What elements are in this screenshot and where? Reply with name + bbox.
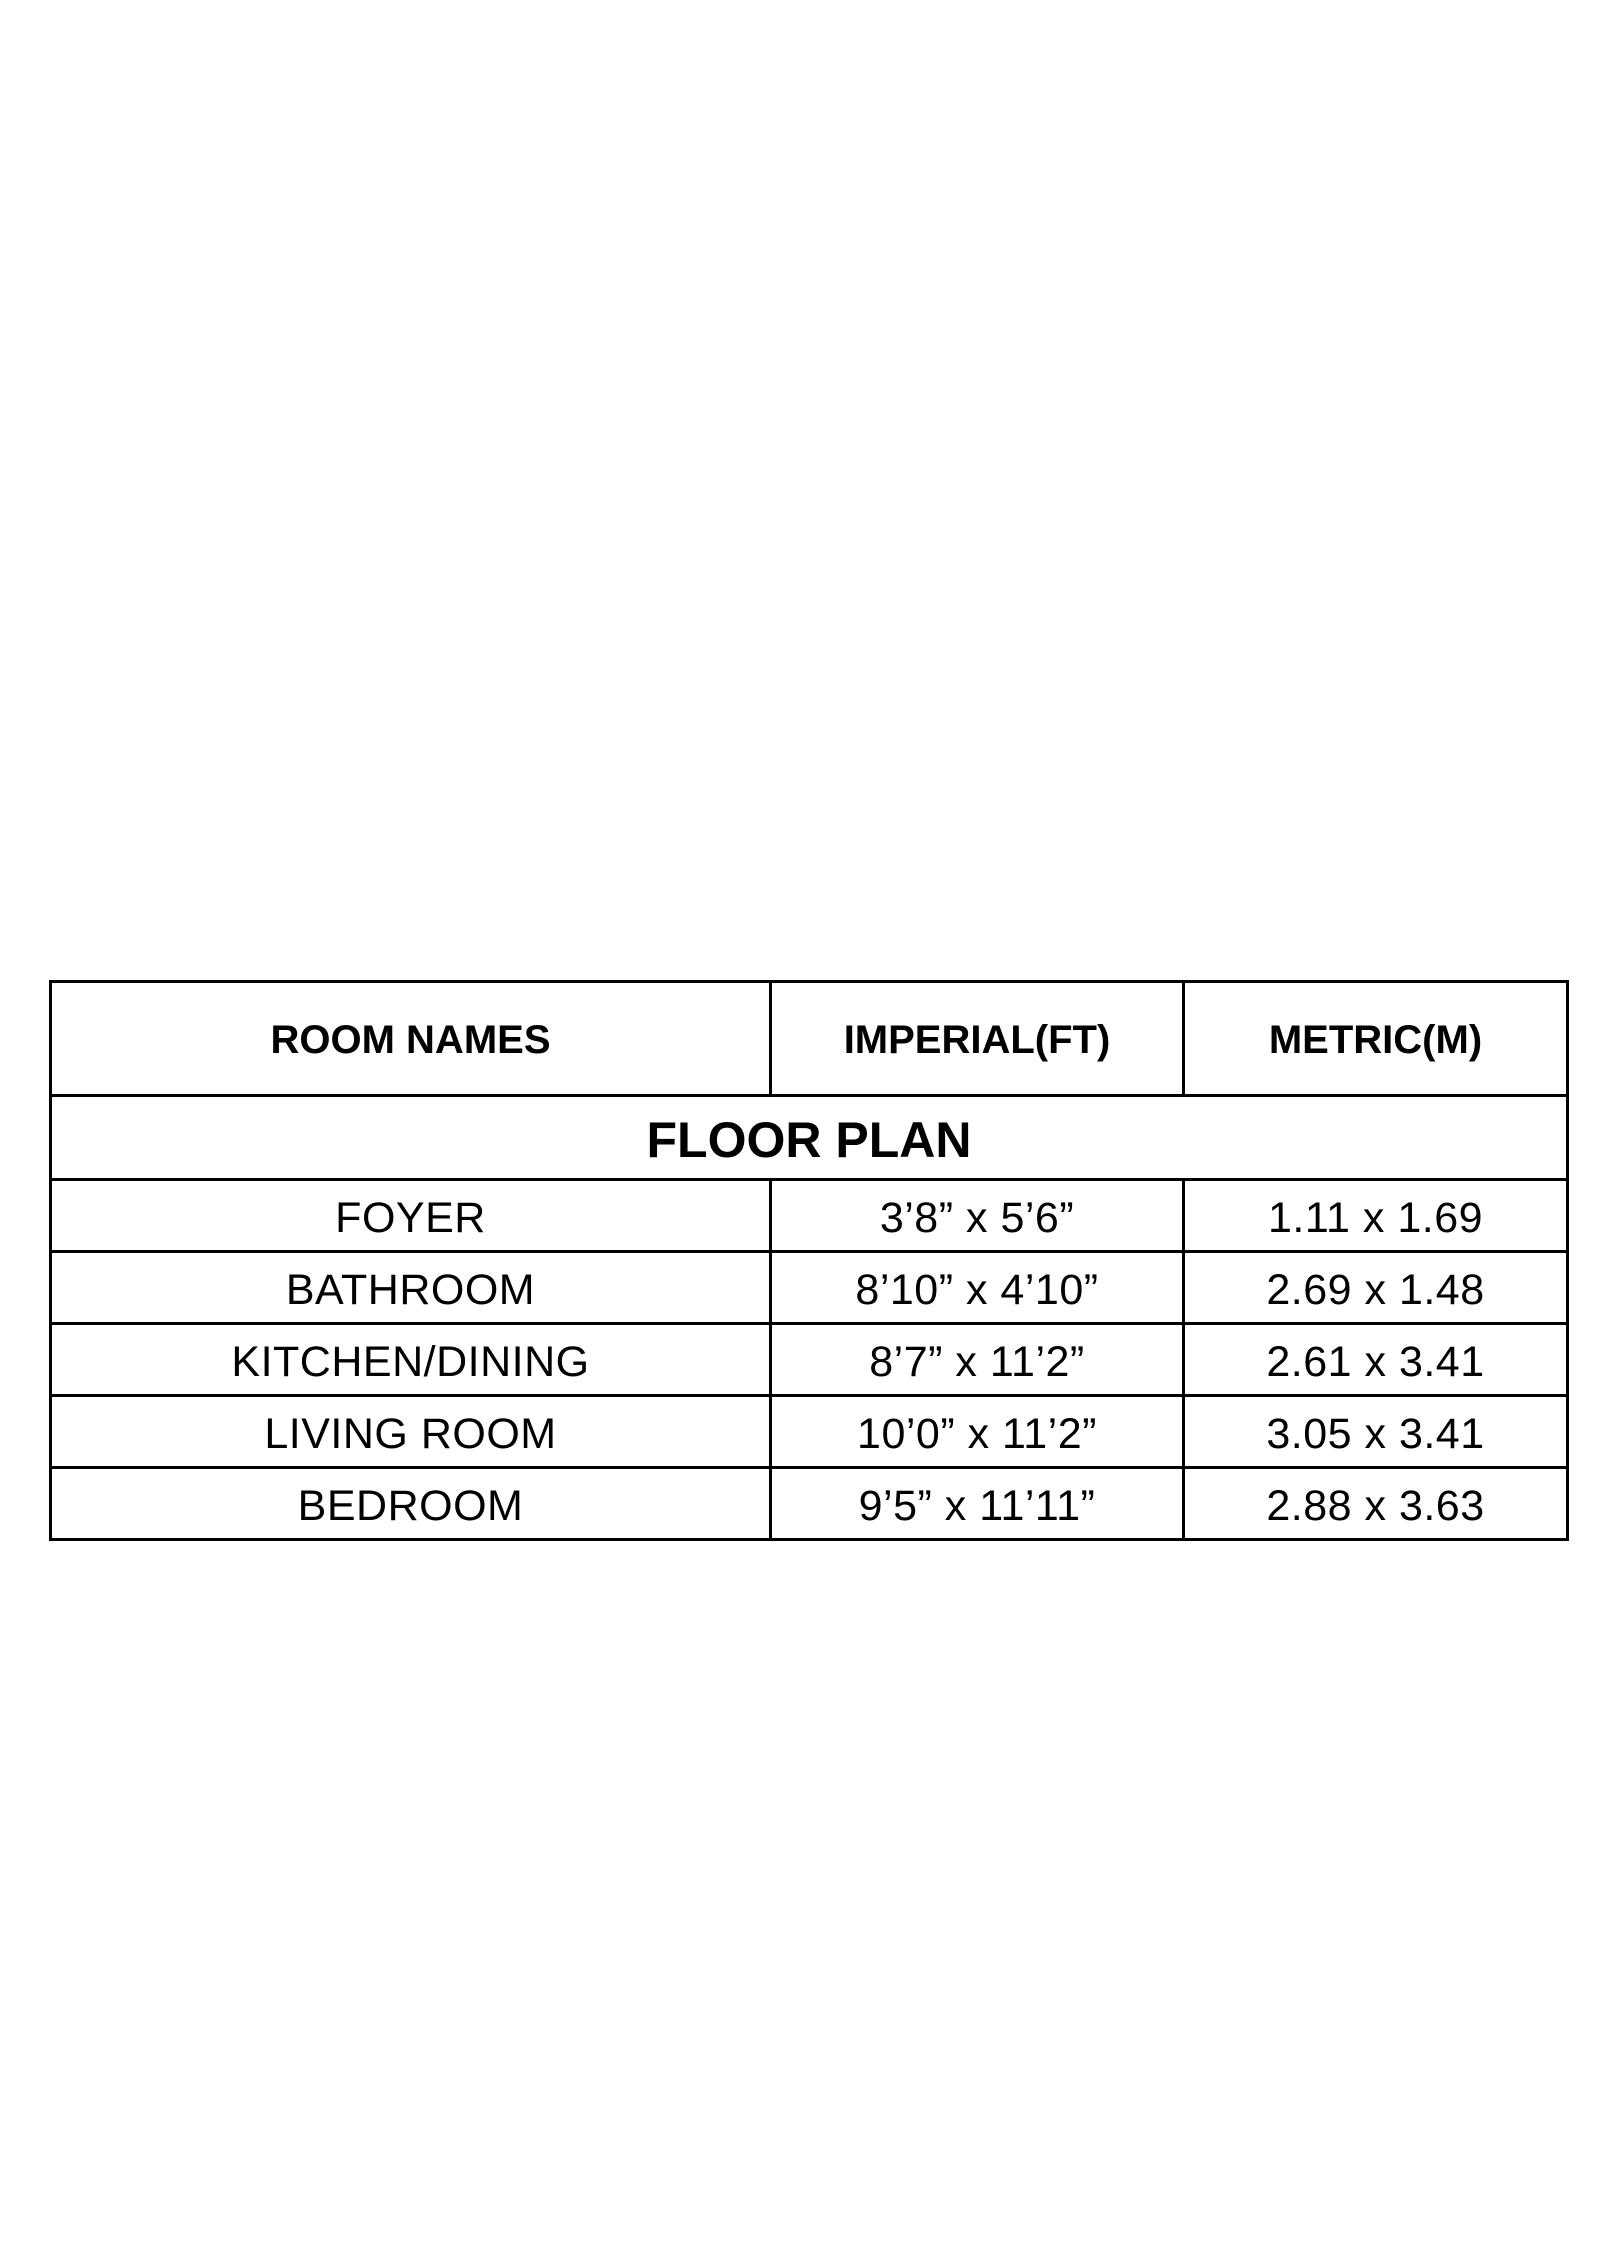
room-name-cell: BEDROOM — [51, 1468, 771, 1540]
metric-cell: 2.88 x 3.63 — [1184, 1468, 1568, 1540]
metric-cell: 3.05 x 3.41 — [1184, 1396, 1568, 1468]
room-name-cell: FOYER — [51, 1180, 771, 1252]
imperial-cell: 10’0” x 11’2” — [771, 1396, 1184, 1468]
table-row — [51, 1396, 1568, 1468]
imperial-cell: 8’10” x 4’10” — [771, 1252, 1184, 1324]
imperial-cell: 3’8” x 5’6” — [771, 1180, 1184, 1252]
room-name-cell: KITCHEN/DINING — [51, 1324, 771, 1396]
room-name-cell: LIVING ROOM — [51, 1396, 771, 1468]
room-name-cell: BATHROOM — [51, 1252, 771, 1324]
table-row — [51, 1180, 1568, 1252]
imperial-cell: 8’7” x 11’2” — [771, 1324, 1184, 1396]
section-row — [51, 1096, 1568, 1180]
table-row — [51, 1324, 1568, 1396]
section-title: FLOOR PLAN — [51, 1096, 1568, 1180]
metric-cell: 1.11 x 1.69 — [1184, 1180, 1568, 1252]
table-header-row — [51, 982, 1568, 1096]
header-room-names: ROOM NAMES — [51, 982, 771, 1096]
header-imperial: IMPERIAL(FT) — [771, 982, 1184, 1096]
table-row — [51, 1252, 1568, 1324]
metric-cell: 2.61 x 3.41 — [1184, 1324, 1568, 1396]
metric-cell: 2.69 x 1.48 — [1184, 1252, 1568, 1324]
room-dimensions-table — [49, 980, 1569, 1541]
imperial-cell: 9’5” x 11’11” — [771, 1468, 1184, 1540]
header-metric: METRIC(M) — [1184, 982, 1568, 1096]
table-row — [51, 1468, 1568, 1540]
